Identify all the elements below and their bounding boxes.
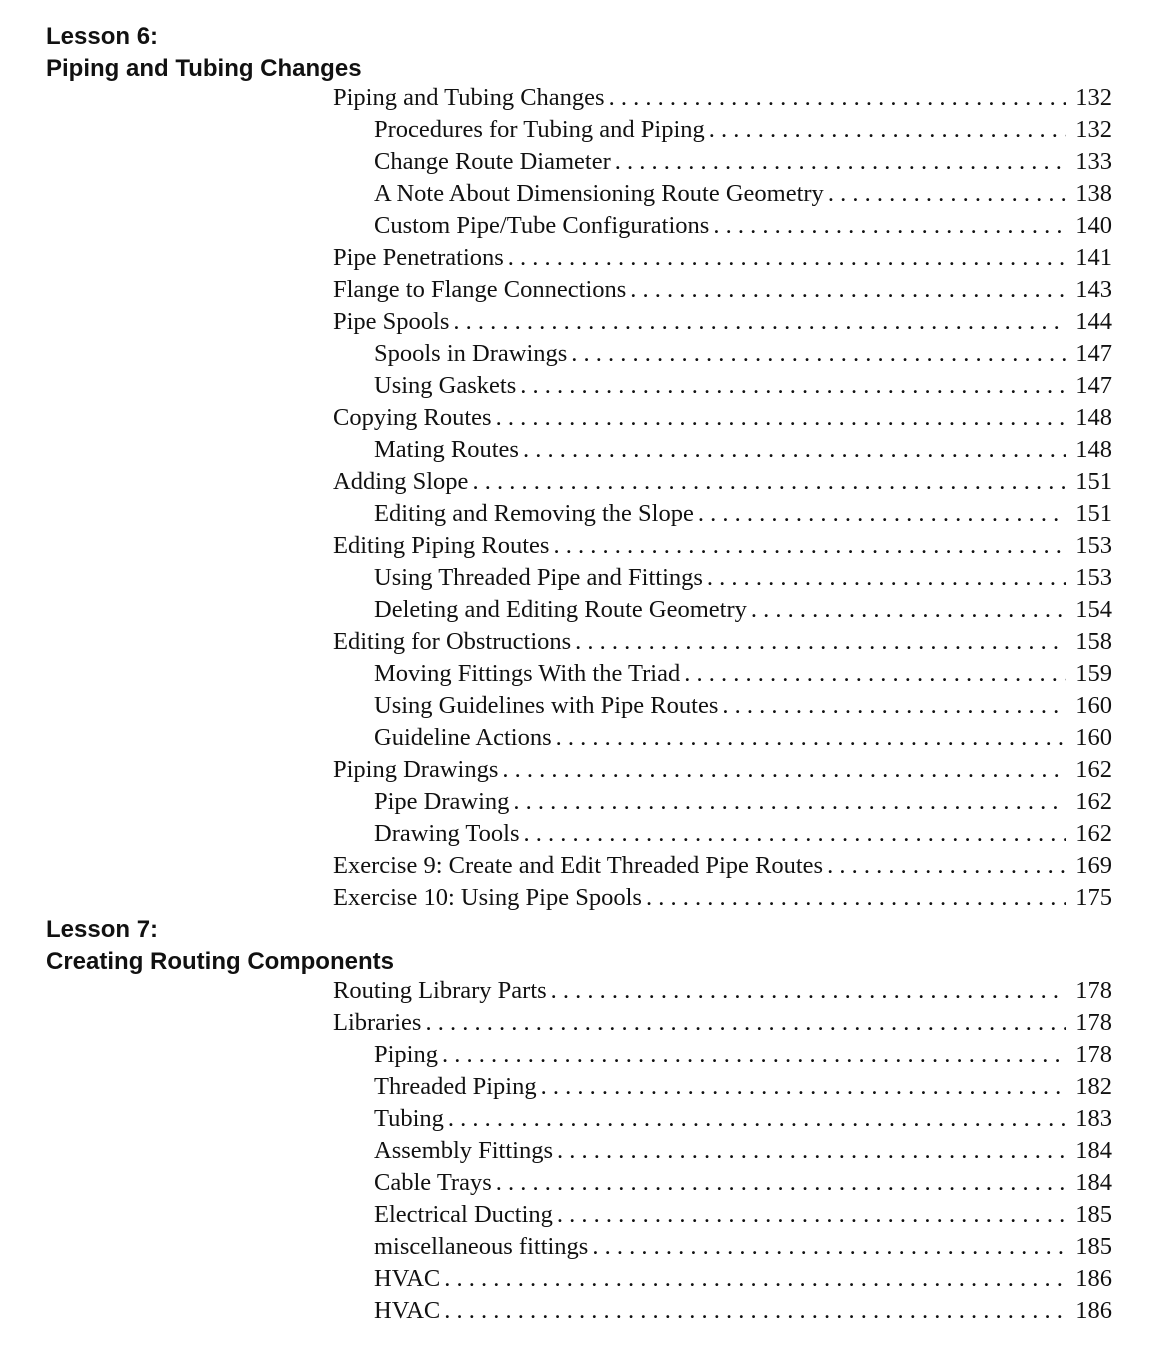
toc-entry-title: Piping and Tubing Changes (333, 84, 605, 111)
dot-leader (448, 1103, 1066, 1135)
toc-entry-page: 151 (1075, 500, 1112, 527)
toc-entry-page: 160 (1075, 724, 1112, 751)
toc-entry[interactable] (0, 146, 1152, 178)
dot-leader (630, 274, 1066, 306)
toc-entry-title: Moving Fittings With the Triad (374, 660, 681, 687)
toc-entry[interactable] (0, 306, 1152, 338)
toc-entry[interactable] (0, 114, 1152, 146)
toc-entry-title: Electrical Ducting (374, 1201, 553, 1228)
dot-leader (557, 1135, 1066, 1167)
dot-leader (827, 850, 1066, 882)
toc-entry[interactable] (0, 178, 1152, 210)
toc-entry[interactable] (0, 402, 1152, 434)
toc-entry-title: HVAC (374, 1265, 441, 1292)
dot-leader (698, 498, 1066, 530)
toc-entry-title: Routing Library Parts (333, 977, 547, 1004)
toc-entry-page: 132 (1075, 84, 1112, 111)
lesson-7-label: Lesson 7: (46, 916, 159, 943)
toc-entry-page: 184 (1075, 1169, 1112, 1196)
dot-leader (453, 306, 1066, 338)
toc-entry[interactable] (0, 1199, 1152, 1231)
toc-entry-title: Threaded Piping (374, 1073, 537, 1100)
toc-entry[interactable] (0, 562, 1152, 594)
toc-entry-title: Using Gaskets (374, 372, 517, 399)
toc-entry-page: 151 (1075, 468, 1112, 495)
dot-leader (609, 82, 1066, 114)
toc-entry-page: 160 (1075, 692, 1112, 719)
toc-entry-title: Using Guidelines with Pipe Routes (374, 692, 719, 719)
dot-leader (502, 754, 1066, 786)
dot-leader (646, 882, 1066, 914)
dot-leader (524, 818, 1066, 850)
dot-leader (709, 114, 1066, 146)
dot-leader (713, 210, 1066, 242)
lesson-6-label: Lesson 6: (46, 23, 159, 50)
toc-entry[interactable] (0, 466, 1152, 498)
toc-entry-title: Adding Slope (333, 468, 469, 495)
toc-entry[interactable] (0, 882, 1152, 914)
toc-entry-page: 148 (1075, 404, 1112, 431)
dot-leader (541, 1071, 1066, 1103)
toc-entry[interactable] (0, 1135, 1152, 1167)
toc-entry-title: Cable Trays (374, 1169, 492, 1196)
dot-leader (553, 530, 1066, 562)
toc-entry-page: 143 (1075, 276, 1112, 303)
toc-entry[interactable] (0, 786, 1152, 818)
dot-leader (722, 690, 1066, 722)
toc-entry-title: Deleting and Editing Route Geometry (374, 596, 747, 623)
toc-entry[interactable] (0, 850, 1152, 882)
toc-entry-page: 175 (1075, 884, 1112, 911)
toc-entry-page: 183 (1075, 1105, 1112, 1132)
toc-entry[interactable] (0, 82, 1152, 114)
toc-entry-title: Exercise 9: Create and Edit Threaded Pipe Routes (333, 852, 824, 879)
dot-leader (523, 434, 1066, 466)
dot-leader (592, 1231, 1066, 1263)
toc-entry[interactable] (0, 975, 1152, 1007)
toc-entry-title: Custom Pipe/Tube Configurations (374, 212, 710, 239)
lesson-7-entries (0, 975, 1152, 1327)
toc-entry-page: 153 (1075, 564, 1112, 591)
toc-entry-title: Pipe Spools (333, 308, 450, 335)
toc-entry-page: 158 (1075, 628, 1112, 655)
toc-entry[interactable] (0, 1071, 1152, 1103)
toc-entry-page: 185 (1075, 1233, 1112, 1260)
toc-entry-page: 138 (1075, 180, 1112, 207)
toc-entry[interactable] (0, 1103, 1152, 1135)
toc-entry[interactable] (0, 210, 1152, 242)
toc-entry-page: 178 (1075, 1041, 1112, 1068)
toc-entry-title: Drawing Tools (374, 820, 520, 847)
dot-leader (684, 658, 1066, 690)
toc-entry-page: 178 (1075, 977, 1112, 1004)
toc-entry-page: 153 (1075, 532, 1112, 559)
toc-entry-page: 178 (1075, 1009, 1112, 1036)
toc-entry-page: 162 (1075, 820, 1112, 847)
lesson-7-heading (46, 914, 394, 978)
toc-entry-title: Exercise 10: Using Pipe Spools (333, 884, 642, 911)
toc-entry-page: 182 (1075, 1073, 1112, 1100)
dot-leader (496, 1167, 1066, 1199)
toc-entry[interactable] (0, 530, 1152, 562)
toc-entry-title: Piping Drawings (333, 756, 499, 783)
lesson-6-entries (0, 82, 1152, 914)
toc-entry[interactable] (0, 370, 1152, 402)
dot-leader (615, 146, 1066, 178)
dot-leader (444, 1295, 1066, 1327)
toc-entry-page: 185 (1075, 1201, 1112, 1228)
dot-leader (496, 402, 1066, 434)
dot-leader (520, 370, 1066, 402)
toc-entry-page: 162 (1075, 788, 1112, 815)
toc-entry-page: 169 (1075, 852, 1112, 879)
toc-entry[interactable] (0, 594, 1152, 626)
toc-entry-title: Change Route Diameter (374, 148, 611, 175)
toc-entry-title: Tubing (374, 1105, 444, 1132)
toc-entry[interactable] (0, 1007, 1152, 1039)
toc-entry[interactable] (0, 242, 1152, 274)
lesson-6-heading (46, 21, 362, 85)
toc-entry-page: 159 (1075, 660, 1112, 687)
toc-entry[interactable] (0, 626, 1152, 658)
toc-entry[interactable] (0, 1167, 1152, 1199)
toc-entry-page: 186 (1075, 1265, 1112, 1292)
toc-entry[interactable] (0, 338, 1152, 370)
toc-entry-page: 147 (1075, 372, 1112, 399)
toc-entry-page: 144 (1075, 308, 1112, 335)
dot-leader (444, 1263, 1066, 1295)
toc-entry-title: Pipe Penetrations (333, 244, 504, 271)
dot-leader (472, 466, 1066, 498)
dot-leader (508, 242, 1066, 274)
dot-leader (551, 975, 1066, 1007)
toc-entry-page: 154 (1075, 596, 1112, 623)
toc-entry[interactable] (0, 754, 1152, 786)
lesson-6-title: Piping and Tubing Changes (46, 55, 362, 82)
toc-entry[interactable] (0, 498, 1152, 530)
toc-entry[interactable] (0, 274, 1152, 306)
toc-entry-page: 133 (1075, 148, 1112, 175)
toc-entry-title: Using Threaded Pipe and Fittings (374, 564, 703, 591)
toc-entry-page: 147 (1075, 340, 1112, 367)
dot-leader (751, 594, 1066, 626)
toc-entry-title: Libraries (333, 1009, 422, 1036)
toc-entry[interactable] (0, 434, 1152, 466)
toc-entry-title: Guideline Actions (374, 724, 552, 751)
toc-entry-title: Editing Piping Routes (333, 532, 550, 559)
toc-entry-title: Procedures for Tubing and Piping (374, 116, 705, 143)
toc-entry[interactable] (0, 818, 1152, 850)
toc-entry-title: HVAC (374, 1297, 441, 1324)
toc-entry-title: Editing for Obstructions (333, 628, 572, 655)
toc-entry-page: 184 (1075, 1137, 1112, 1164)
toc-entry-title: Piping (374, 1041, 438, 1068)
toc-entry-page: 141 (1075, 244, 1112, 271)
toc-entry[interactable] (0, 1295, 1152, 1327)
toc-entry-title: Pipe Drawing (374, 788, 510, 815)
toc-entry[interactable] (0, 1231, 1152, 1263)
toc-entry[interactable] (0, 658, 1152, 690)
toc-entry-title: Mating Routes (374, 436, 519, 463)
toc-entry-title: miscellaneous fittings (374, 1233, 589, 1260)
dot-leader (425, 1007, 1066, 1039)
toc-entry-title: Editing and Removing the Slope (374, 500, 694, 527)
dot-leader (571, 338, 1066, 370)
dot-leader (575, 626, 1066, 658)
toc-entry-page: 148 (1075, 436, 1112, 463)
toc-entry[interactable] (0, 690, 1152, 722)
toc-entry-title: A Note About Dimensioning Route Geometry (374, 180, 824, 207)
dot-leader (828, 178, 1066, 210)
toc-entry-page: 186 (1075, 1297, 1112, 1324)
toc-entry-title: Assembly Fittings (374, 1137, 554, 1164)
toc-entry-page: 140 (1075, 212, 1112, 239)
toc-entry-title: Spools in Drawings (374, 340, 568, 367)
dot-leader (707, 562, 1066, 594)
lesson-7-title: Creating Routing Components (46, 948, 394, 975)
dot-leader (442, 1039, 1066, 1071)
toc-entry[interactable] (0, 1263, 1152, 1295)
dot-leader (513, 786, 1066, 818)
toc-entry-title: Copying Routes (333, 404, 492, 431)
toc-entry-page: 162 (1075, 756, 1112, 783)
dot-leader (556, 722, 1066, 754)
toc-entry[interactable] (0, 722, 1152, 754)
dot-leader (557, 1199, 1066, 1231)
toc-entry[interactable] (0, 1039, 1152, 1071)
toc-entry-title: Flange to Flange Connections (333, 276, 627, 303)
toc-entry-page: 132 (1075, 116, 1112, 143)
